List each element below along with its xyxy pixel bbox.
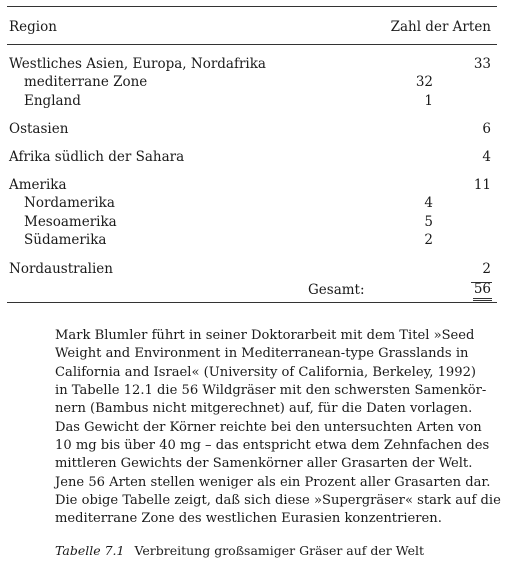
caption-text: Verbreitung großsamiger Gräser auf der Welt bbox=[134, 543, 424, 558]
table-bottom-rule bbox=[7, 302, 497, 303]
row-sub-mesoamerica: 5 bbox=[424, 214, 433, 230]
note-line: Mark Blumler führt in seiner Doktorarbeit mit dem Titel »Seed bbox=[55, 328, 475, 343]
note-line: in Tabelle 12.1 die 56 Wildgräser mit den schwersten Samenkör- bbox=[55, 383, 487, 399]
row-total-east-asia: 6 bbox=[482, 121, 491, 137]
note-line: Jene 56 Arten stellen weniger als ein Prozent aller Grasarten dar. bbox=[55, 474, 491, 490]
grand-total-value: 56 bbox=[473, 281, 492, 301]
row-label-east-asia: Ostasien bbox=[9, 121, 69, 137]
note-line: Die obige Tabelle zeigt, daß sich diese »Supergräser« stark auf die bbox=[55, 493, 501, 509]
header-region: Region bbox=[9, 19, 57, 35]
row-sub-england: 1 bbox=[424, 93, 433, 109]
note-line: Das Gewicht der Körner reichte bei den untersuchten Arten von bbox=[55, 419, 482, 435]
row-label-north-america: Nordamerika bbox=[24, 195, 115, 211]
row-label-mesoamerica: Mesoamerika bbox=[24, 214, 117, 230]
table-top-rule bbox=[7, 6, 497, 7]
note-line: 10 mg bis über 40 mg – das entspricht etwa dem Zehnfachen des bbox=[55, 438, 490, 454]
row-label-sub-saharan-africa: Afrika südlich der Sahara bbox=[9, 149, 185, 165]
row-sub-mediterranean-zone: 32 bbox=[415, 74, 433, 90]
table-note-paragraph bbox=[55, 327, 501, 529]
row-label-mediterranean-zone: mediterrane Zone bbox=[24, 74, 148, 90]
caption-number: Tabelle 7.1 bbox=[55, 543, 125, 558]
row-total-north-australia: 2 bbox=[482, 261, 491, 277]
row-label-england: England bbox=[24, 93, 81, 109]
row-total-america: 11 bbox=[473, 177, 491, 193]
note-line: nern (Bambus nicht mitgerechnet) auf, für die Daten vorlagen. bbox=[55, 401, 473, 417]
row-label-america: Amerika bbox=[9, 177, 67, 193]
note-line: mediterrane Zone des westlichen Eurasien konzentrieren. bbox=[55, 511, 442, 527]
row-sub-north-america: 4 bbox=[424, 195, 433, 211]
header-species-count: Zahl der Arten bbox=[390, 19, 491, 35]
row-label-north-australia: Nordaustralien bbox=[9, 261, 113, 277]
row-sub-south-america: 2 bbox=[424, 232, 433, 248]
row-total-sub-saharan-africa: 4 bbox=[482, 149, 491, 165]
table-header-rule bbox=[7, 44, 497, 45]
note-line: mittleren Gewichts der Samenkörner aller Grasarten der Welt. bbox=[55, 456, 473, 472]
row-label-west-asia-europe-north-africa: Westliches Asien, Europa, Nordafrika bbox=[9, 56, 266, 72]
table-note bbox=[55, 327, 501, 529]
note-line: Weight and Environment in Mediterranean-type Grasslands in bbox=[55, 346, 469, 362]
note-line: California and Israel« (University of California, Berkeley, 1992) bbox=[55, 364, 477, 380]
row-total-west-asia-europe-north-africa: 33 bbox=[473, 56, 491, 72]
grand-total-label: Gesamt: bbox=[308, 282, 365, 298]
row-label-south-america: Südamerika bbox=[24, 232, 107, 248]
table-caption bbox=[55, 542, 424, 560]
